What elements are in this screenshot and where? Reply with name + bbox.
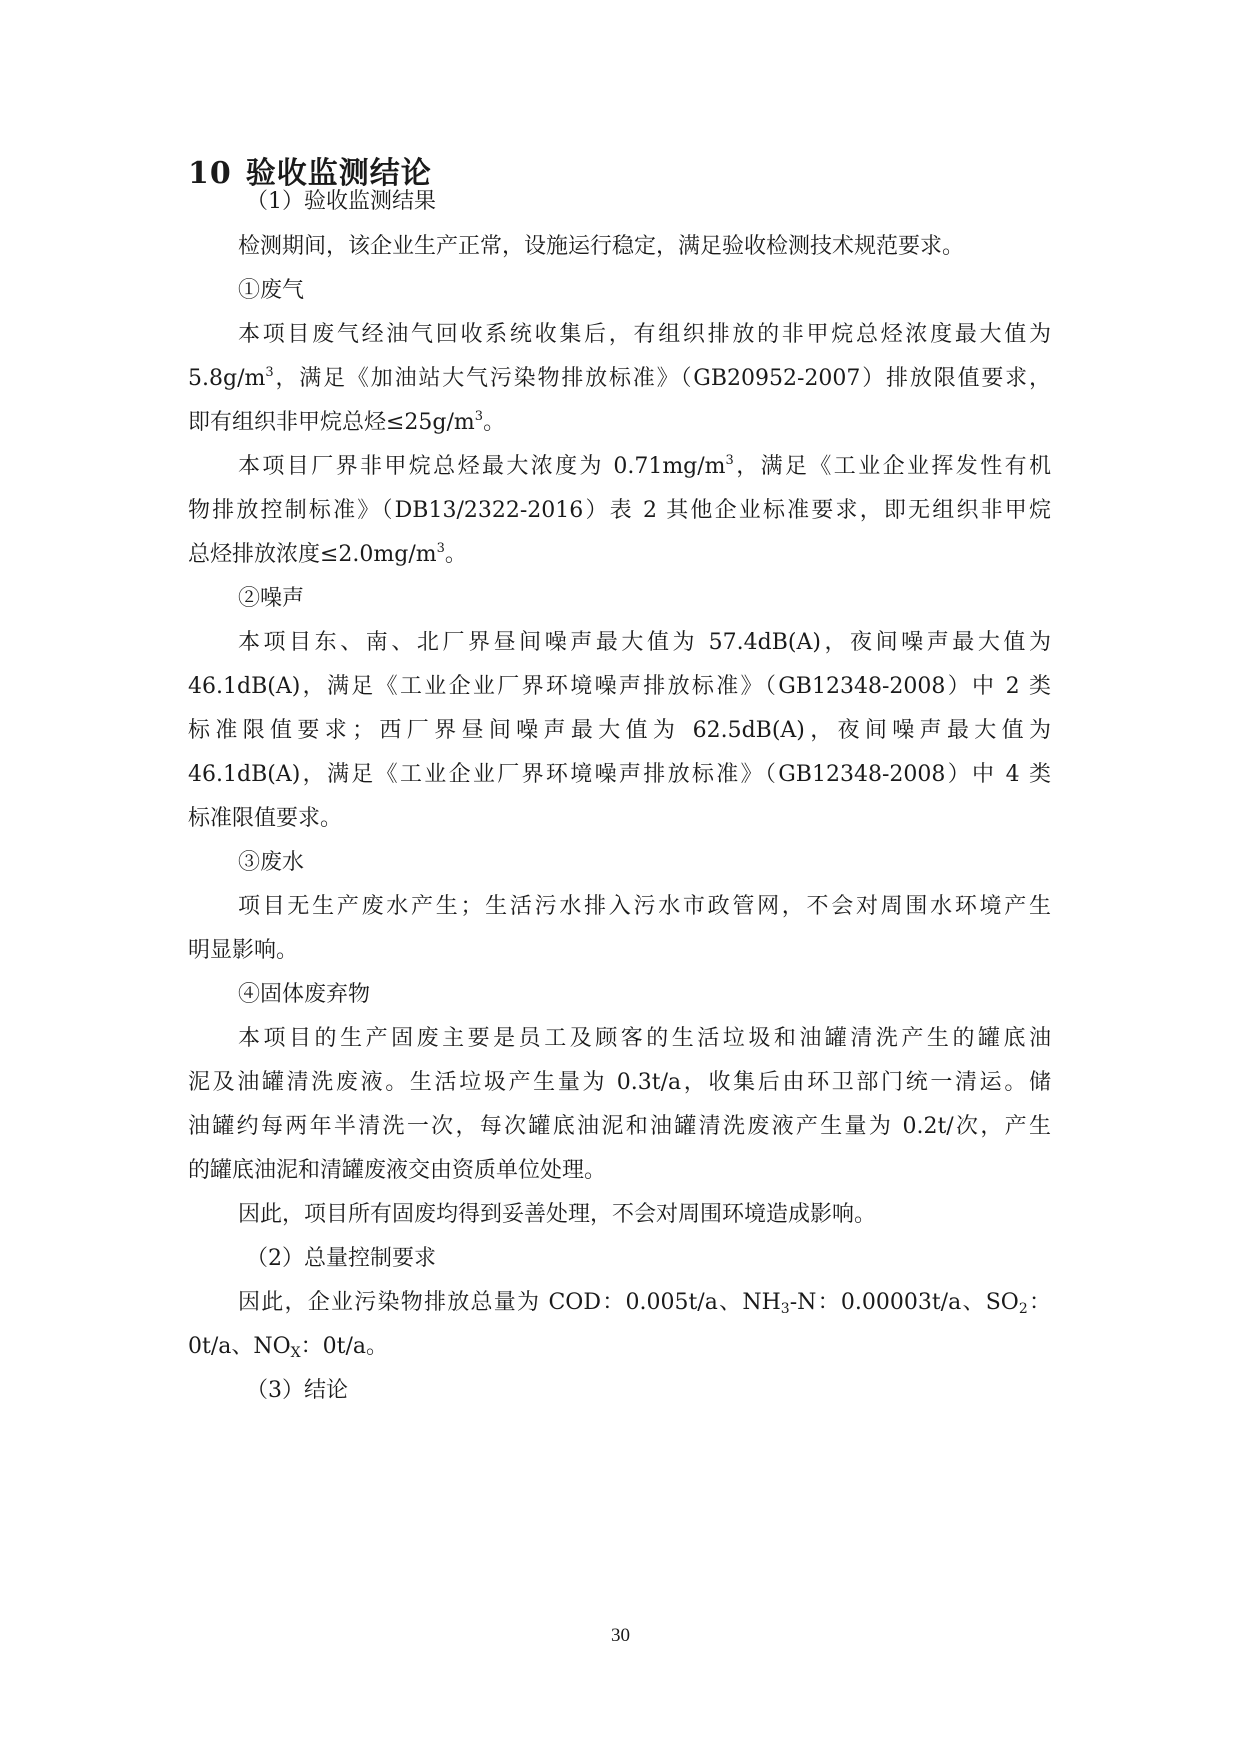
gas-p2-text: ，满足《工业企业挥发性有机	[733, 454, 1051, 479]
total-no: 0t/a、NO	[188, 1334, 291, 1359]
gas-p1-limit: 即有组织非甲烷总烃≤25g/m	[188, 410, 475, 435]
gas-p1-line3	[188, 408, 505, 438]
subsection-3-title: （3）结论	[246, 1378, 348, 1403]
gas-p1-line1: 本项目废气经油气回收系统收集后，有组织排放的非甲烷总烃浓度最大值为	[238, 322, 1051, 347]
solid-conclusion: 因此，项目所有固废均得到妥善处理，不会对周围环境造成影响。	[238, 1202, 877, 1227]
noise-line5: 标准限值要求。	[188, 806, 343, 831]
intro-paragraph: 检测期间，该企业生产正常，设施运行稳定，满足验收检测技术规范要求。	[238, 234, 965, 259]
gas-p1-text: ，满足《加油站大气污染物排放标准》（GB20952-2007）排放限值要求，	[273, 366, 1051, 391]
total-end: ：0t/a。	[300, 1334, 388, 1359]
total-line1	[238, 1288, 1051, 1318]
heading-number: 10	[188, 156, 232, 191]
heading-title: 验收监测结论	[245, 156, 432, 191]
total-n-so: -N：0.00003t/a、SO	[789, 1290, 1019, 1315]
gas-p2-value: 本项目厂界非甲烷总烃最大浓度为 0.71mg/m	[238, 454, 726, 479]
total-line2	[188, 1332, 388, 1362]
noise-line4: 46.1dB(A)，满足《工业企业厂界环境噪声排放标准》（GB12348-2008）中 4 类	[188, 762, 1051, 787]
noise-line3: 标准限值要求；西厂界昼间噪声最大值为 62.5dB(A)，夜间噪声最大值为	[188, 718, 1051, 743]
total-colon: ：	[1027, 1290, 1051, 1315]
gas-p1-line2	[188, 364, 1051, 394]
solid-line4: 的罐底油泥和清罐废液交由资质单位处理。	[188, 1158, 607, 1183]
noise-line1: 本项目东、南、北厂界昼间噪声最大值为 57.4dB(A)，夜间噪声最大值为	[238, 630, 1051, 655]
noise-title: ②噪声	[238, 586, 305, 611]
subsection-2-title: （2）总量控制要求	[246, 1246, 436, 1271]
section-heading	[188, 148, 432, 192]
gas-p2-end: 。	[444, 542, 467, 567]
water-line2: 明显影响。	[188, 938, 299, 963]
subscript: X	[290, 1345, 301, 1361]
superscript: 3	[725, 453, 734, 468]
subsection-1-title: （1）验收监测结果	[246, 189, 436, 214]
page-number: 30	[611, 1625, 630, 1646]
gas-p1-end: 。	[483, 410, 506, 435]
gas-title: ①废气	[238, 278, 305, 303]
superscript: 3	[474, 409, 484, 424]
total-cod-nh: 因此，企业污染物排放总量为 COD：0.005t/a、NH	[238, 1290, 781, 1315]
subscript: 2	[1018, 1301, 1028, 1317]
superscript: 3	[265, 365, 274, 380]
gas-p2-limit: 总烃排放浓度≤2.0mg/m	[188, 542, 437, 567]
solid-title: ④固体废弃物	[238, 982, 371, 1007]
gas-p1-value: 5.8g/m	[188, 366, 266, 391]
gas-p2-line3	[188, 540, 467, 570]
gas-p2-line1	[238, 452, 1051, 482]
solid-line2: 泥及油罐清洗废液。生活垃圾产生量为 0.3t/a，收集后由环卫部门统一清运。储	[188, 1070, 1051, 1095]
subscript: 3	[780, 1301, 790, 1317]
noise-line2: 46.1dB(A)，满足《工业企业厂界环境噪声排放标准》（GB12348-2008）中 2 类	[188, 674, 1051, 699]
superscript: 3	[436, 541, 445, 556]
gas-p2-line2: 物排放控制标准》（DB13/2322-2016）表 2 其他企业标准要求，即无组织非甲烷	[188, 498, 1051, 523]
water-title: ③废水	[238, 850, 305, 875]
solid-line1: 本项目的生产固废主要是员工及顾客的生活垃圾和油罐清洗产生的罐底油	[238, 1026, 1051, 1051]
solid-line3: 油罐约每两年半清洗一次，每次罐底油泥和油罐清洗废液产生量为 0.2t/次，产生	[188, 1114, 1051, 1139]
water-line1: 项目无生产废水产生；生活污水排入污水市政管网，不会对周围水环境产生	[238, 894, 1051, 919]
